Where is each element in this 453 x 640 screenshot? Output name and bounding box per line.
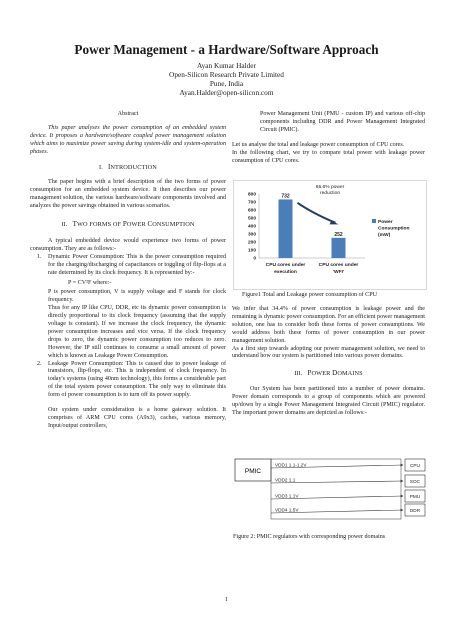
paper-title: Power Management - a Hardware/Software Approach bbox=[74, 42, 379, 57]
y-tick-label: 0 bbox=[253, 256, 256, 262]
abstract-text: This paper analyses the power consumption of an embedded system device. It proposes a hardware/software coupled power management solution which aims to maximize power saving during system-idle and system-operation phases. bbox=[30, 124, 226, 155]
analyse-paragraph: Let us analyse the total and leakage power consumption of CPU cores. bbox=[232, 141, 405, 148]
list-item-leakage: 2. Leakage Power Consumption: This is caused due to power leakage of transistors, flip-flops, etc. This is independent of clock frequency. In today's systems (using 40nm technology), this forms a considerable part of the total system power consumption. The only way to eliminate this form of power consumption is to turn off its power supply. bbox=[37, 360, 226, 399]
author-affiliation: Open-Silicon Research Private Limited bbox=[169, 70, 284, 79]
data-label: 252 bbox=[334, 231, 343, 238]
rail-label: VDD3 1.1V bbox=[275, 493, 299, 499]
bar bbox=[279, 199, 293, 258]
domain-label: CPU bbox=[410, 463, 420, 468]
legend-label: Consumption bbox=[378, 226, 410, 232]
legend-label: (mW) bbox=[378, 233, 391, 238]
rail-label: VDD1 1.1-1.2V bbox=[275, 462, 307, 468]
figure2-caption: Figure 2: PMIC regulators with corresponding power domains bbox=[233, 534, 386, 540]
section-heading-introduction: I. INTRODUCTION bbox=[99, 162, 157, 171]
author-email: Ayan.Halder@open-silicon.com bbox=[179, 88, 274, 97]
list-item-dynamic: 1. Dynamic Power Consumption: This is the power consumption required for the charging/discharging of capacitances or toggling of flip-flops at a rate determined by its clock frequency. It is represented by:- P = CV²F where:- P is power consumption, V is supply voltage and F stands for clock frequency. Thus for any IP like CPU, DDR, etc its dynamic power consumption is directly proportional to its clock frequency (assuming that the supply voltage is constant). If we increase the clock frequency, the dynamic power consumption increases and vice versa. If the clock frequency drops to zero, the dynamic power consumption too reduces to zero. However, the IP still continues to consume a small amount of power which is known as Leakage Power Consumption. bbox=[37, 253, 226, 359]
domain-label: PMU bbox=[409, 494, 421, 499]
bar bbox=[332, 238, 346, 258]
x-tick-label: 'WFI' bbox=[332, 270, 345, 275]
x-tick-label: CPU cores under bbox=[265, 263, 306, 268]
leakage-power-text: Leakage Power Consumption: This is caused due to power leakage of transistors, flip-flops, etc. This is independent of clock frequency. In today's systems (using 40nm technology), this forms a considerable part of the total system power consumption. The only way to eliminate this form of power consumption is to turn off its power supply. bbox=[48, 360, 226, 399]
right-column-top bbox=[232, 111, 425, 165]
y-tick-label: 500 bbox=[247, 216, 256, 222]
legend-label: Power bbox=[378, 220, 393, 225]
chart-intro-paragraph: In the following chart, we try to compare total power with leakage power consumption of CPU cores. bbox=[232, 149, 425, 164]
author-location: Pune, India bbox=[209, 79, 244, 88]
domain-label: SOC bbox=[409, 479, 421, 484]
first-step-paragraph: As a first step towards adopting our power management solution, we need to understand how our system is partitioned into various power domains. bbox=[232, 345, 425, 360]
power-domains-paragraph: Our System has been partitioned into a number of power domains. Power domain corresponds to a group of components which are powered up/down by a single Power Management Integrated Circuit (PMIC) regulator. The important power domains are depicted as follows:- bbox=[232, 386, 425, 416]
power-formula: P = CV²F where:- bbox=[68, 279, 112, 286]
chart-frame bbox=[234, 181, 427, 290]
pmic-label: PMIC bbox=[244, 468, 262, 475]
legend-swatch bbox=[372, 219, 376, 223]
intro-paragraph: The paper begins with a brief description of the two forms of power consumption for an embedded system device. It then describes our power management solution, the various hardware/software components involved and analyzes the power savings obtained in various scenarios. bbox=[30, 179, 226, 210]
data-label: 732 bbox=[281, 193, 290, 200]
regulator-rails bbox=[271, 459, 425, 516]
section-heading-power-domains: III. POWER DOMAINS bbox=[294, 369, 363, 378]
pmic-regulators-diagram bbox=[232, 456, 428, 524]
figure1-caption: Figure1 Total and Leakage power consumption of CPU bbox=[242, 292, 378, 298]
page-number: 1 bbox=[224, 596, 229, 603]
y-tick-label: 100 bbox=[247, 248, 256, 254]
power-consumption-chart bbox=[233, 180, 427, 290]
author-name: Ayan Kumar Halder bbox=[197, 61, 256, 70]
left-column bbox=[30, 111, 226, 431]
rail-label: VDD2 1.1 bbox=[275, 477, 296, 483]
y-tick-label: 300 bbox=[247, 232, 256, 238]
abstract-heading: Abstract bbox=[117, 111, 139, 117]
y-tick-label: 700 bbox=[247, 200, 256, 206]
y-tick-label: 200 bbox=[247, 240, 256, 246]
y-tick-label: 400 bbox=[247, 224, 256, 230]
section-heading-power-consumption: II. TWO FORMS OF POWER CONSUMPTION bbox=[61, 220, 195, 229]
rail-label: VDD4 1.5V bbox=[275, 507, 299, 513]
right-column-middle bbox=[232, 306, 425, 418]
y-tick-label: 800 bbox=[247, 192, 256, 198]
x-tick-label: execution bbox=[274, 270, 297, 275]
annotation-label: reduction bbox=[319, 191, 341, 196]
formula-legend: P is power consumption, V is supply voltage and F stands for clock frequency. bbox=[48, 289, 226, 304]
annotation-label: 65.6% power bbox=[315, 185, 345, 190]
pmu-paragraph: Power Management Unit (PMU - custom IP) and various off-chip components including DDR and Power Management Integrated Circuit (PMIC). bbox=[260, 111, 425, 133]
forms-intro-paragraph: A typical embedded device would experience two forms of power consumption. They are as follows:- bbox=[30, 237, 226, 252]
dynamic-power-text: Dynamic Power Consumption: This is the power consumption required for the charging/discharging of capacitances or toggling of flip-flops at a rate determined by its clock frequency. It is represented by:- bbox=[48, 253, 226, 276]
y-tick-label: 600 bbox=[247, 208, 256, 214]
domain-label: DDR bbox=[409, 508, 421, 513]
system-paragraph: Our system under consideration is a home gateway solution. It comprises of ARM CPU cores (A9x3), caches, various memory, Input/output controllers, bbox=[48, 407, 226, 429]
inference-paragraph: We infer that 34.4% of power consumption is leakage power and the remaining is dynamic power consumption. For an efficient power management solution, one has to consider both these forms of power consumptions. We would address both these forms of power consumption in our power management solution. bbox=[232, 306, 425, 344]
dynamic-power-explanation: Thus for any IP like CPU, DDR, etc its dynamic power consumption is directly proportional to its clock frequency (assuming that the supply voltage is constant). If we increase the clock frequency, the dynamic power consumption increases and vice versa. If the clock frequency drops to zero, the dynamic power consumption too reduces to zero. However, the IP still continues to consume a small amount of power which is known as Leakage Power Consumption. bbox=[48, 305, 226, 359]
x-tick-label: CPU cores under bbox=[318, 263, 359, 268]
